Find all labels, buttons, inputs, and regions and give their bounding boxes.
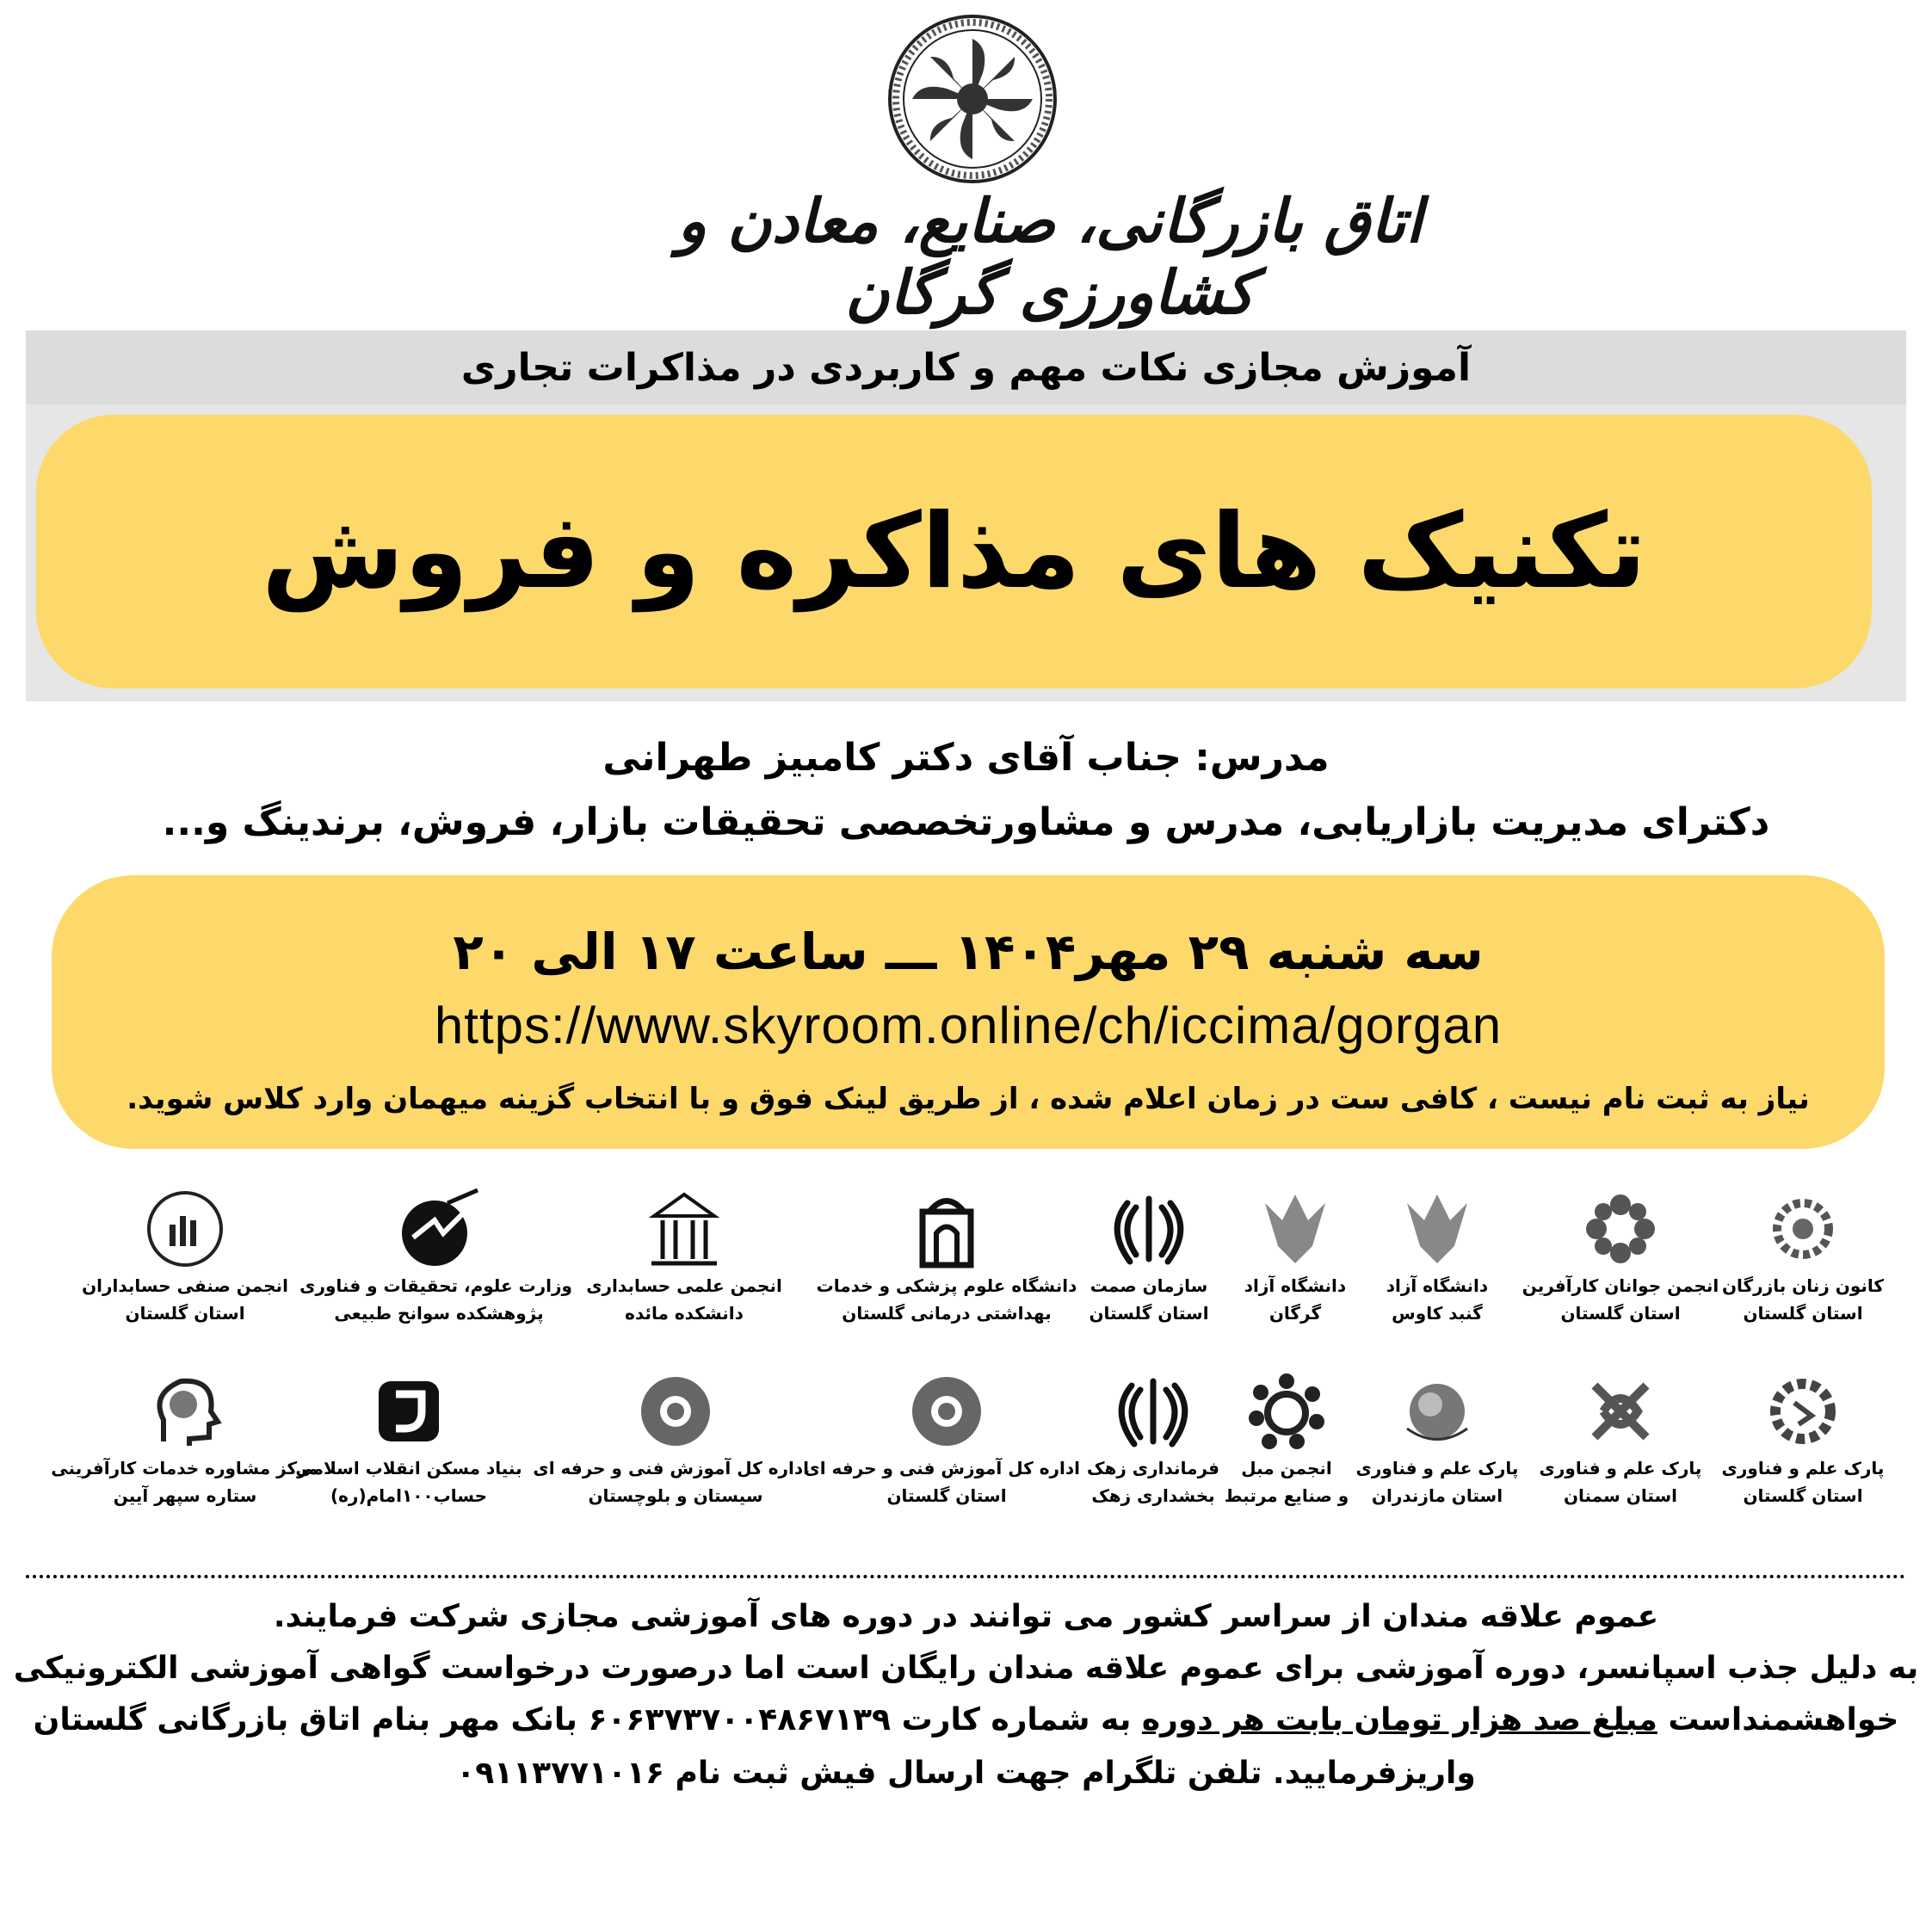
- instructor-credentials: دکترای مدیریت بازاریابی، مدرس و مشاورتخصصی تحقیقات بازار، فروش، برندینگ و...: [162, 800, 1770, 844]
- footer-line-3-end: به شماره کارت ۶۰۶۳۷۳۷۰۰۴۸۶۷۱۳۹ بانک مهر بنام اتاق بازرگانی گلستان: [33, 1702, 1132, 1738]
- sponsor-name: کانون زنان بازرگان: [1721, 1275, 1885, 1296]
- sponsor-location: و صنایع مرتبط: [1224, 1485, 1349, 1506]
- tech-park-gear-icon: [1760, 1368, 1846, 1454]
- tech-park-knot-icon: [1577, 1368, 1663, 1454]
- session-link[interactable]: https://www.skyroom.online/ch/iccima/gorgan: [434, 997, 1503, 1054]
- medical-university-icon: [904, 1186, 990, 1272]
- footer-line-3: [0, 1702, 1932, 1738]
- sponsor-location: استان گلستان: [1089, 1303, 1209, 1324]
- sponsor-name: دانشگاه علوم پزشکی و خدمات: [816, 1275, 1077, 1296]
- instructor-name: مدرس: جناب آقای دکتر کامبیز طهرانی: [602, 736, 1330, 780]
- sponsor-name: انجمن علمی حسابداری: [586, 1275, 782, 1296]
- sponsor-name: اداره کل آموزش فنی و حرفه ای: [533, 1458, 809, 1478]
- sponsor-location: استان گلستان: [125, 1303, 245, 1324]
- sponsor-item: [52, 1368, 318, 1509]
- tvto-icon: [904, 1368, 990, 1454]
- sponsor-location: دانشکده مائده: [625, 1303, 744, 1324]
- sponsor-location: استان سمنان: [1563, 1485, 1678, 1506]
- sponsor-item: [533, 1368, 809, 1509]
- sponsor-name: پارک علم و فناوری: [1539, 1458, 1702, 1478]
- sponsor-item: [52, 1186, 318, 1327]
- research-institute-icon: [396, 1186, 482, 1272]
- sponsor-location: استان گلستان: [1743, 1485, 1863, 1506]
- sponsor-location: استان گلستان: [1743, 1303, 1863, 1324]
- sponsor-location: استان مازندران: [1371, 1485, 1503, 1506]
- sponsor-location: استان گلستان: [886, 1485, 1007, 1506]
- dotted-divider: [26, 1575, 1906, 1578]
- sponsor-item: [813, 1186, 1080, 1327]
- iran-emblem-icon: [1106, 1186, 1192, 1272]
- footer-line-1: عموم علاقه مندان از سراسر کشور می توانند در دوره های آموزشی مجازی شرکت فرمایند.: [273, 1599, 1659, 1634]
- housing-foundation-icon: [366, 1368, 452, 1454]
- sponsor-location: بخشداری زهک: [1091, 1485, 1215, 1506]
- accountants-seal-icon: [142, 1186, 228, 1272]
- tvto-icon: [633, 1368, 719, 1454]
- organization-name: اتاق بازرگانی، صنایع، معادن و کشاورزی گرگان: [677, 185, 1423, 328]
- session-date-time: سه شنبه ۲۹ مهر۱۴۰۴ ـــ ساعت ۱۷ الی ۲۰: [453, 923, 1484, 981]
- sponsor-item: [804, 1368, 1080, 1509]
- sponsor-location: پژوهشکده سوانح طبیعی: [334, 1303, 544, 1324]
- course-title: تکنیک های مذاکره و فروش: [261, 491, 1647, 612]
- footer-line-2: به دلیل جذب اسپانسر، دوره آموزشی برای عموم علاقه مندان رایگان است اما درصورت درخواست گواهی آموزشی الکترونیکی: [13, 1651, 1919, 1686]
- floral-emblem-icon: [1577, 1186, 1663, 1272]
- sponsor-item: [551, 1186, 818, 1327]
- sponsor-location: استان گلستان: [1560, 1303, 1681, 1324]
- footer-line-3-start: خواهشمنداست: [1668, 1702, 1899, 1738]
- sponsor-name: پارک علم و فناوری: [1721, 1458, 1885, 1478]
- sponsor-name: دانشگاه آزاد: [1244, 1275, 1347, 1296]
- sponsor-name: اداره کل آموزش فنی و حرفه ای: [804, 1458, 1080, 1478]
- sponsor-name: انجمن مبل: [1241, 1458, 1332, 1478]
- sponsor-location: حساب۱۰۰امام(ره): [330, 1485, 487, 1506]
- iran-emblem-icon: [1110, 1368, 1196, 1454]
- sponsor-name: سازمان صمت: [1089, 1275, 1208, 1296]
- building-columns-icon: [641, 1186, 727, 1272]
- consulting-head-icon: [142, 1368, 228, 1454]
- sponsor-name: وزارت علوم، تحقیقات و فناوری: [299, 1275, 572, 1296]
- sponsor-location: سیستان و بلوچستان: [588, 1485, 763, 1506]
- subtitle-bar: [26, 330, 1906, 404]
- title-box: [36, 415, 1872, 688]
- session-info-box: [52, 875, 1885, 1149]
- chamber-seal-icon: [886, 13, 1059, 185]
- fee-amount: مبلغ صد هزار تومان بابت هر دوره: [1141, 1702, 1657, 1738]
- sponsor-name: دانشگاه آزاد: [1386, 1275, 1489, 1296]
- footer-line-4: واریزفرمایید. تلفن تلگرام جهت ارسال فیش ثبت نام ۰۹۱۱۳۷۷۱۰۱۶: [456, 1756, 1476, 1791]
- chamber-logo: [677, 13, 1423, 328]
- sponsor-name: بنیاد مسکن انقلاب اسلامی: [295, 1458, 522, 1478]
- sponsor-location: گرگان: [1268, 1303, 1322, 1324]
- sponsor-location: بهداشتی درمانی گلستان: [842, 1303, 1052, 1324]
- sponsor-name: پارک علم و فناوری: [1355, 1458, 1519, 1478]
- sponsor-item: [299, 1186, 572, 1327]
- sponsor-name: فرمانداری زهک: [1086, 1458, 1219, 1478]
- gear-flower-icon: [1760, 1186, 1846, 1272]
- sponsor-location: ستاره سپهر آیین: [113, 1485, 257, 1506]
- sponsor-name: انجمن جوانان کارآفرین: [1522, 1275, 1719, 1296]
- sponsor-name: مرکز مشاوره خدمات کارآفرینی: [51, 1458, 318, 1478]
- registration-note: نیاز به ثبت نام نیست ، کافی ست در زمان اعلام شده ، از طریق لینک فوق و با انتخاب گزینه میهمان وارد کلاس شوید.: [127, 1082, 1810, 1116]
- course-subtitle: آموزش مجازی نکات مهم و کاربردی در مذاکرات تجاری: [460, 345, 1472, 390]
- sponsor-name: انجمن صنفی حسابداران: [82, 1275, 288, 1296]
- sponsor-location: گنبد کاوس: [1392, 1303, 1483, 1324]
